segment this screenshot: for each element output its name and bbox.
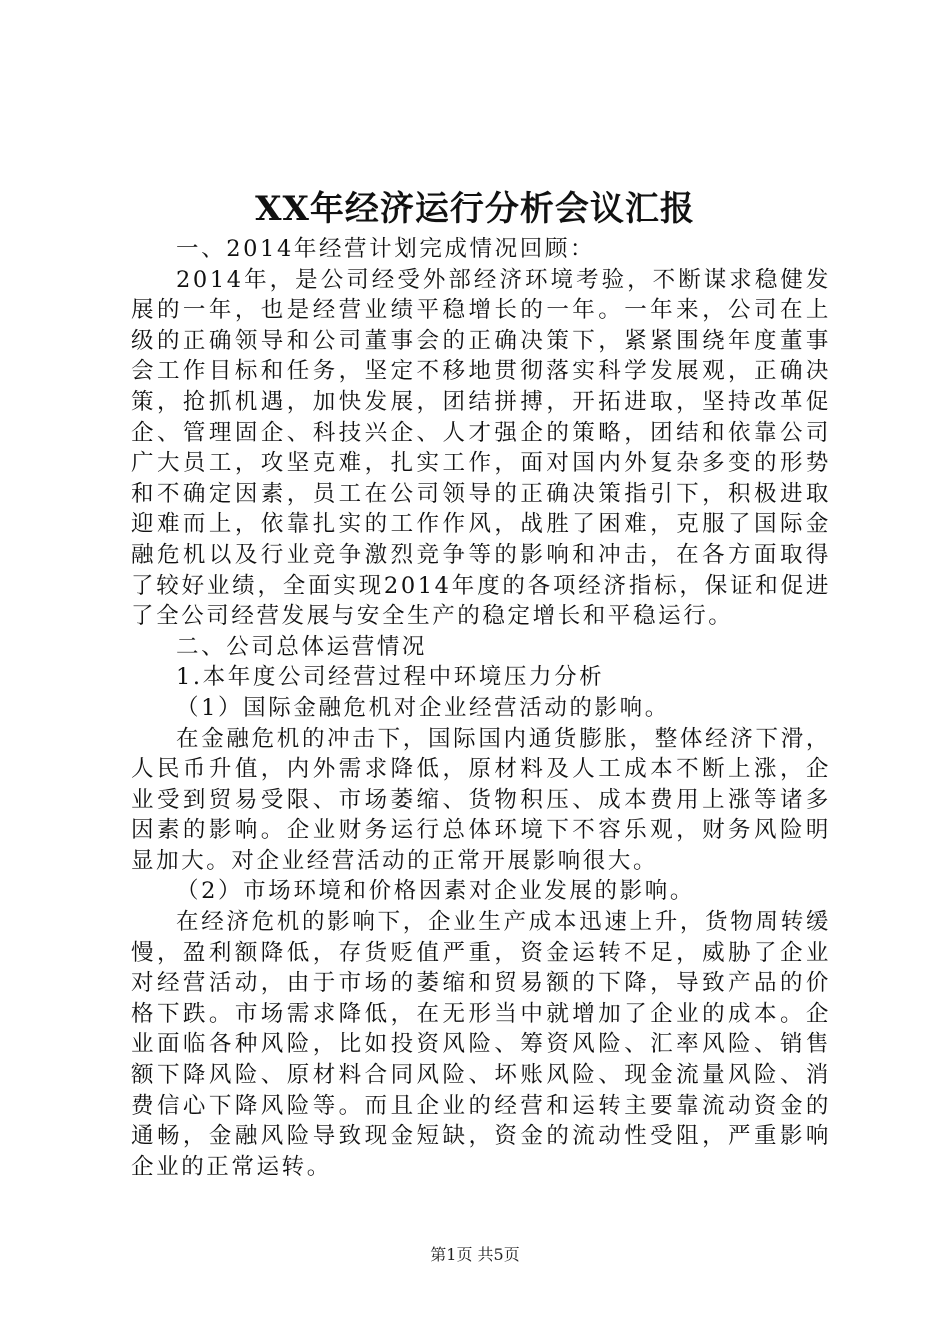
document-title: XX年经济运行分析会议汇报 [255,189,695,229]
subsection-heading: 1.本年度公司经营过程中环境压力分析 [176,664,605,691]
body-paragraph: 在金融危机的冲击下，国际国内通货膨胀，整体经济下滑，人民币升值，内外需求降低，原材料及人工成本不断上涨，企业受到贸易受限、市场萎缩、货物积压、成本费用上涨等诸多因素的影响。企业财务运行总体环境下不容乐观，财务风险明显加大。对企业经营活动的正常开展影响很大。 [131,725,831,874]
section-heading-2: 二、公司总体运营情况 [176,633,428,660]
section-heading-1: 一、2014年经营计划完成情况回顾： [176,236,596,262]
page-number-footer: 第1页 共5页 [430,1245,520,1264]
document-body [131,234,831,1182]
body-paragraph: 2014年，是公司经受外部经济环境考验，不断谋求稳健发展的一年，也是经营业绩平稳增长的一年。一年来，公司在上级的正确领导和公司董事会的正确决策下，紧紧围绕年度董事会工作目标和任务，坚定不移地贯彻落实科学发展观，正确决策，抢抓机遇，加快发展，团结拼搏，开拓进取，坚持改革促企、管理固企、科技兴企、人才强企的策略，团结和依靠公司广大员工，攻坚克难，扎实工作，面对国内外复杂多变的形势和不确定因素，员工在公司领导的正确决策指引下，积极进取迎难而上，依靠扎实的工作作风，战胜了困难，克服了国际金融危机以及行业竞争激烈竞争等的影响和冲击，在各方面取得了较好业绩，全面实现2014年度的各项经济指标，保证和促进了全公司经营发展与安全生产的稳定增长和平稳运行。 [131,266,831,630]
item-heading-1: （1）国际金融危机对企业经营活动的影响。 [176,694,670,721]
body-paragraph: 在经济危机的影响下，企业生产成本迅速上升，货物周转缓慢，盈利额降低，存货贬值严重，资金运转不足，威胁了企业对经营活动，由于市场的萎缩和贸易额的下降，导致产品的价格下跌。市场需求降低，在无形当中就增加了企业的成本。企业面临各种风险，比如投资风险、筹资风险、汇率风险、销售额下降风险、原材料合同风险、坏账风险、现金流量风险、消费信心下降风险等。而且企业的经营和运转主要靠流动资金的通畅，金融风险导致现金短缺，资金的流动性受阻，严重影响企业的正常运转。 [131,909,831,1180]
item-heading-2: （2）市场环境和价格因素对企业发展的影响。 [176,878,695,905]
